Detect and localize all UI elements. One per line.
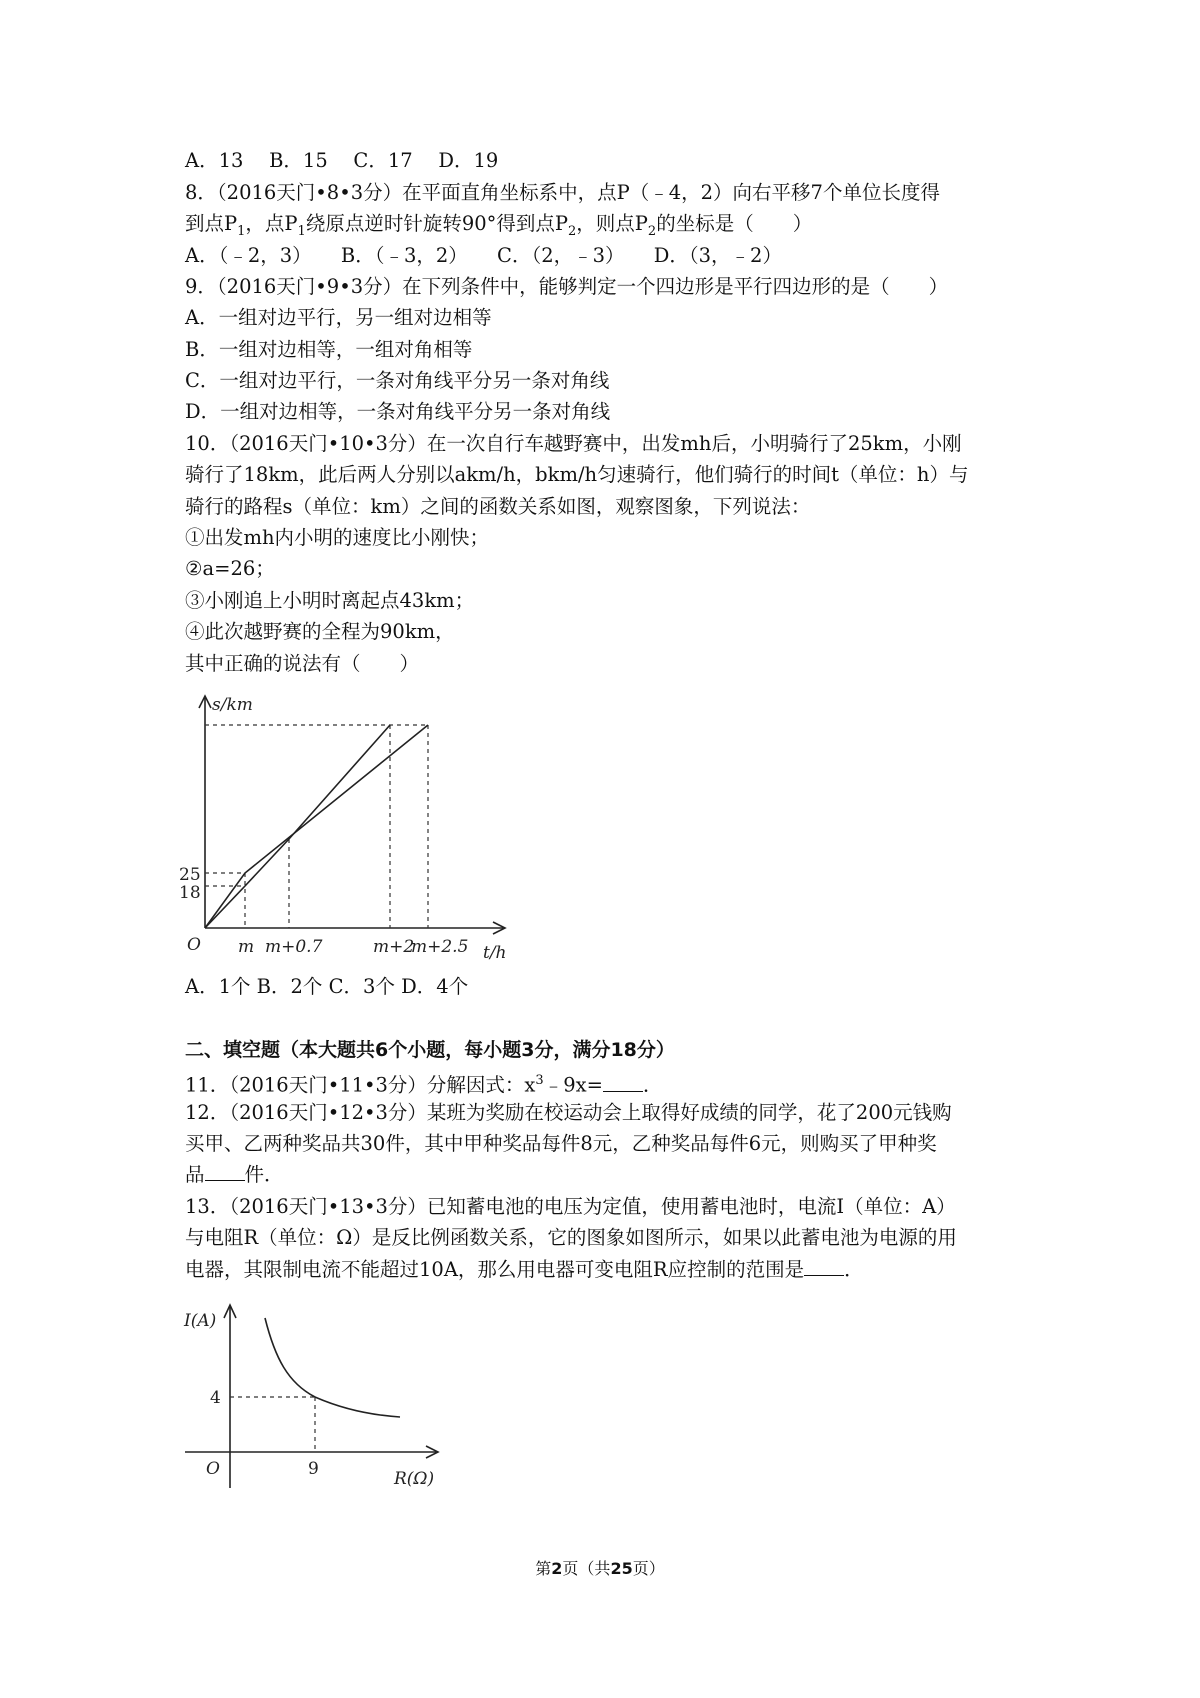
q10-line-xiaogang	[205, 725, 390, 928]
q9-option-b: B．一组对边相等，一组对角相等	[185, 338, 473, 361]
q12-stem-line1: 12．（2016天门•12•3分）某班为奖励在校运动会上取得好成绩的同学，花了200元钱购	[185, 1101, 952, 1124]
q10-question: 其中正确的说法有（ ）	[185, 652, 420, 675]
q8-options: A．（﹣2，3） B．（﹣3，2） C．（2，﹣3） D．（3，﹣2）	[185, 244, 782, 267]
q13-x-tick-9: 9	[308, 1459, 319, 1479]
q13-y-axis-label: I(A)	[184, 1311, 217, 1331]
q10-statement-1: ①出发mh内小明的速度比小刚快；	[185, 526, 490, 549]
q10-x-tick-m25: m+2.5	[411, 937, 469, 957]
q10-x-axis-label: t/h	[483, 943, 507, 963]
q10-origin-label: O	[187, 935, 201, 955]
q10-line-xiaoming	[205, 725, 428, 928]
q10-statement-2: ②a=26；	[185, 557, 275, 580]
q11-answer-blank	[603, 1073, 643, 1092]
q10-stem-line3: 骑行的路程s（单位：km）之间的函数关系如图，观察图象，下列说法：	[185, 495, 811, 518]
q10-statement-4: ④此次越野赛的全程为90km，	[185, 620, 455, 643]
q10-x-tick-m07: m+0.7	[265, 937, 323, 957]
q12-answer-blank	[205, 1162, 245, 1181]
q9-option-c: C．一组对边平行，一条对角线平分另一条对角线	[185, 369, 610, 392]
q13-x-axis-label: R(Ω)	[394, 1469, 435, 1489]
q11-stem: 11．（2016天门•11•3分）分解因式：$x^3﹣9x=$ ．	[185, 1073, 663, 1097]
q10-options: A．1个 B．2个 C．3个 D．4个	[185, 975, 469, 998]
q9-option-a: A．一组对边平行，另一组对边相等	[185, 306, 492, 329]
q10-graph	[175, 688, 520, 966]
q13-curve	[265, 1318, 400, 1417]
q10-y-tick-18: 18	[179, 883, 201, 903]
q10-stem-line2: 骑行了18km，此后两人分别以akm/h，bkm/h匀速骑行，他们骑行的时间t（单位：h）与	[185, 463, 969, 486]
q13-stem-line2: 与电阻R（单位：Ω）是反比例函数关系，它的图象如图所示，如果以此蓄电池为电源的用	[185, 1226, 957, 1249]
q13-y-tick-4: 4	[210, 1388, 221, 1408]
q9-option-d: D．一组对边相等，一条对角线平分另一条对角线	[185, 400, 611, 423]
q10-x-tick-m2: m+2	[373, 937, 415, 957]
q10-stem-line1: 10．（2016天门•10•3分）在一次自行车越野赛中，出发mh后，小明骑行了25km，小刚	[185, 432, 962, 455]
q12-stem-line2: 买甲、乙两种奖品共30件，其中甲种奖品每件8元，乙种奖品每件6元，则购买了甲种奖	[185, 1132, 937, 1155]
q9-stem: 9．（2016天门•9•3分）在下列条件中，能够判定一个四边形是平行四边形的是（ ）	[185, 275, 949, 298]
q13-answer-blank	[804, 1257, 844, 1276]
page-footer: 第2页（共25页）	[535, 1559, 665, 1578]
q10-statement-3: ③小刚追上小明时离起点43km；	[185, 589, 475, 612]
q10-y-tick-25: 25	[179, 865, 201, 885]
section-heading-fill-in: 二、填空题（本大题共6个小题，每小题3分，满分18分）	[185, 1039, 675, 1061]
q7-options: A．13 B．15 C．17 D．19	[185, 149, 499, 172]
q10-y-axis-label: s/km	[212, 695, 253, 715]
q8-stem-line2: 到点$P_1$，点$P_1$绕原点逆时针旋转90°得到点$P_2$，则点$P_2$的坐标是（ ）	[185, 212, 813, 239]
q13-stem-line1: 13．（2016天门•13•3分）已知蓄电池的电压为定值，使用蓄电池时，电流I（单位：A）	[185, 1195, 956, 1218]
q10-x-tick-m: m	[238, 937, 255, 957]
q13-graph	[180, 1298, 455, 1503]
q13-origin-label: O	[206, 1459, 220, 1479]
q12-stem-line3: 品 件．	[185, 1163, 284, 1186]
q8-stem-line1: 8．（2016天门•8•3分）在平面直角坐标系中，点P（﹣4，2）向右平移7个单位长度得	[185, 181, 940, 204]
q13-stem-line3: 电器，其限制电流不能超过10A，那么用电器可变电阻R应控制的范围是 ．	[185, 1258, 864, 1281]
